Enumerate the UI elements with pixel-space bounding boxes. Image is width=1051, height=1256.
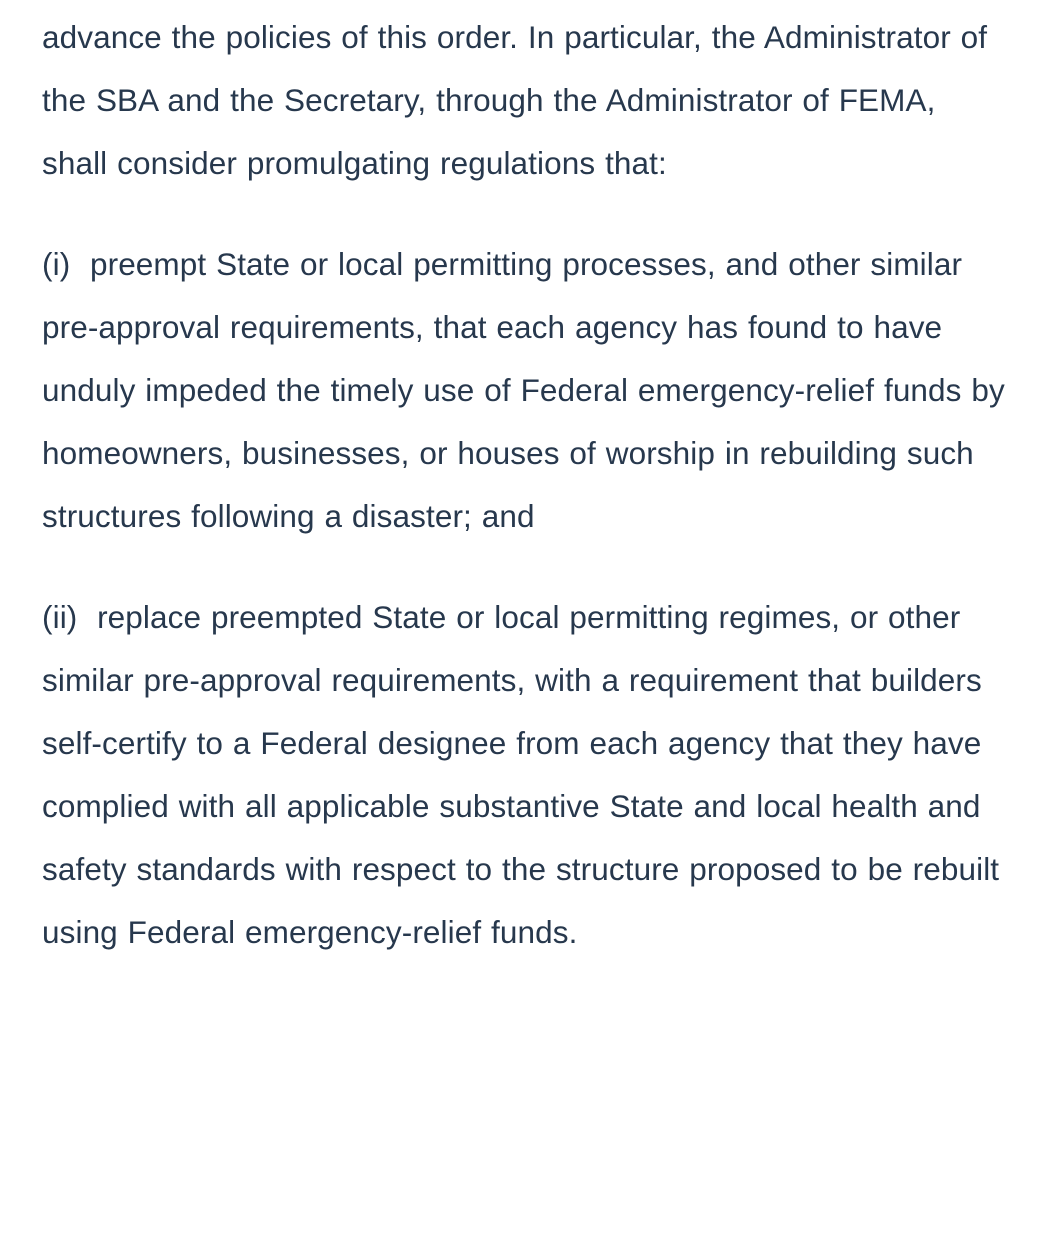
clause-marker-i: (i)	[42, 246, 90, 282]
paragraph-continuation	[42, 0, 1009, 195]
clause-marker-ii: (ii)	[42, 599, 98, 635]
paragraph-text: replace preempted State or local permitting regimes, or other similar pre-approval requirements, with a requirement that builders self-certify to a Federal designee from each agency that they have complied with all applicable substantive State and local health and safety standards with respect to the structure proposed to be rebuilt using Federal emergency-relief funds.	[42, 599, 1000, 950]
paragraph-clause-i	[42, 233, 1009, 548]
paragraph-text: preempt State or local permitting processes, and other similar pre-approval requirements, that each agency has found to have unduly impeded the timely use of Federal emergency-relief funds by homeowners, businesses, or houses of worship in rebuilding such structures following a disaster; and	[42, 246, 1005, 534]
paragraph-text: advance the policies of this order. In particular, the Administrator of the SBA and the Secretary, through the Administrator of FEMA, shall consider promulgating regulations that:	[42, 19, 988, 181]
paragraph-clause-ii	[42, 586, 1009, 964]
